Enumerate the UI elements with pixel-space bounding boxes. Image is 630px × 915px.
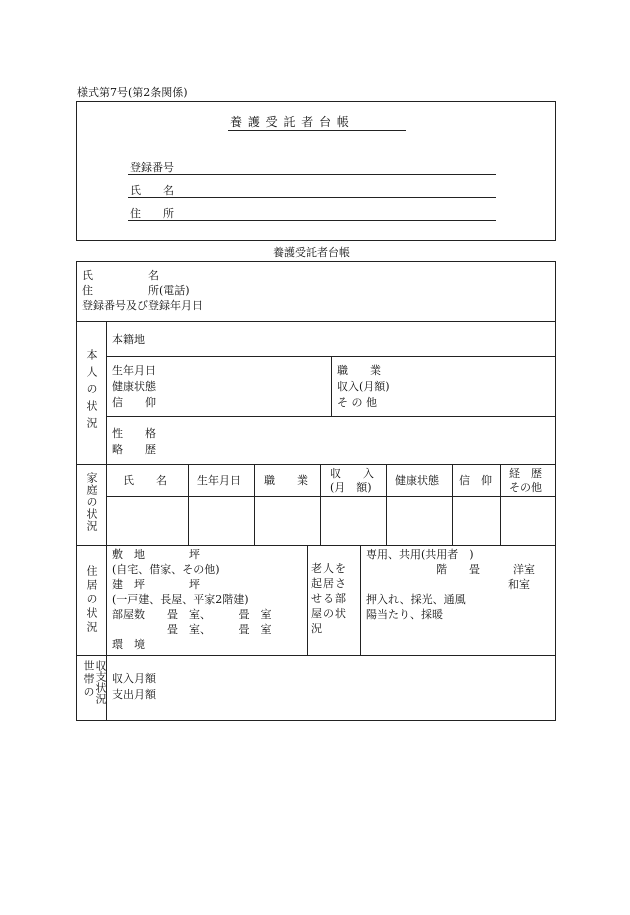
honnin-label: 本人の状況: [85, 349, 98, 434]
family-col-2: [254, 464, 255, 545]
setai-label-2: 収支状況: [94, 660, 107, 704]
address-line[interactable]: [128, 220, 496, 221]
family-col-4: [386, 464, 387, 545]
income-label: 収入(月額): [337, 380, 390, 393]
housing-line-1: 敷 地 坪: [112, 548, 200, 561]
cover-title: 養 護 受 託 者 台 帳: [230, 115, 350, 129]
family-col-birth: 生年月日: [197, 474, 241, 487]
family-col-belief: 信 仰: [459, 474, 492, 487]
reg-no-line[interactable]: [128, 174, 496, 175]
setai-label-1: 世帯の: [82, 660, 95, 699]
belief-label: 信 仰: [112, 396, 156, 409]
elder-room-label: 老人を起居させる部屋の状況: [311, 562, 347, 635]
divider-v-honnin: [331, 356, 332, 416]
family-col-5: [452, 464, 453, 545]
katei-label: 家庭の状況: [85, 472, 98, 532]
expense-monthly-label: 支出月額: [112, 688, 156, 701]
divider-5: [76, 545, 556, 546]
jukyo-label: 住居の状況: [85, 565, 98, 635]
housing-col-2: [360, 545, 361, 655]
income-monthly-label: 収入月額: [112, 672, 156, 685]
family-col-name: 氏 名: [123, 474, 167, 487]
room-line-3: 和室: [508, 578, 530, 591]
housing-line-5: 部屋数 畳 室、 畳 室: [112, 608, 272, 621]
divider-3: [106, 416, 556, 417]
family-header-bottom: [106, 496, 556, 497]
divider-1: [76, 321, 556, 322]
form-number: 様式第7号(第2条関係): [77, 86, 188, 99]
cover-title-underline: [228, 130, 406, 131]
family-col-income-sub: (月 額): [330, 481, 372, 494]
family-col-career: 経 歴: [509, 467, 542, 480]
health-label: 健康状態: [112, 380, 156, 393]
ledger-title: 養護受託者台帳: [273, 246, 350, 259]
job-label: 職 業: [337, 364, 381, 377]
address-label: 住 所: [130, 207, 174, 220]
housing-line-4: (一戸建、長屋、平家2階建): [112, 593, 249, 606]
housing-line-6: 畳 室、 畳 室: [112, 623, 272, 636]
housing-col-1: [307, 545, 308, 655]
divider-6: [76, 655, 556, 656]
room-line-1: 専用、共用(共用者 ): [366, 548, 474, 561]
divider-4: [76, 464, 556, 465]
family-col-income: 収 入: [330, 467, 374, 480]
header-name: 氏 名: [82, 269, 159, 282]
housing-line-7: 環 境: [112, 638, 145, 651]
family-col-3: [320, 464, 321, 545]
history-label: 略 歴: [112, 443, 156, 456]
name-label: 氏 名: [130, 184, 174, 197]
header-address: 住 所(電話): [82, 284, 190, 297]
room-line-4: 押入れ、採光、通風: [366, 593, 466, 606]
character-label: 性 格: [112, 427, 156, 440]
room-line-2: 階 畳 洋室: [436, 563, 535, 576]
family-col-other: その他: [509, 481, 542, 494]
name-line[interactable]: [128, 197, 496, 198]
other-label: そ の 他: [337, 396, 377, 409]
room-line-5: 陽当たり、採暖: [366, 608, 443, 621]
family-col-health: 健康状態: [395, 474, 439, 487]
header-reg: 登録番号及び登録年月日: [82, 299, 203, 312]
ledger-table: [76, 261, 556, 721]
housing-line-3: 建 坪 坪: [112, 578, 200, 591]
reg-no-label: 登録番号: [130, 161, 174, 174]
housing-line-2: (自宅、借家、その他): [112, 563, 220, 576]
family-col-6: [500, 464, 501, 545]
honsekichi-label: 本籍地: [112, 333, 145, 346]
family-col-job: 職 業: [264, 474, 308, 487]
family-col-1: [188, 464, 189, 545]
birthdate-label: 生年月日: [112, 364, 156, 377]
